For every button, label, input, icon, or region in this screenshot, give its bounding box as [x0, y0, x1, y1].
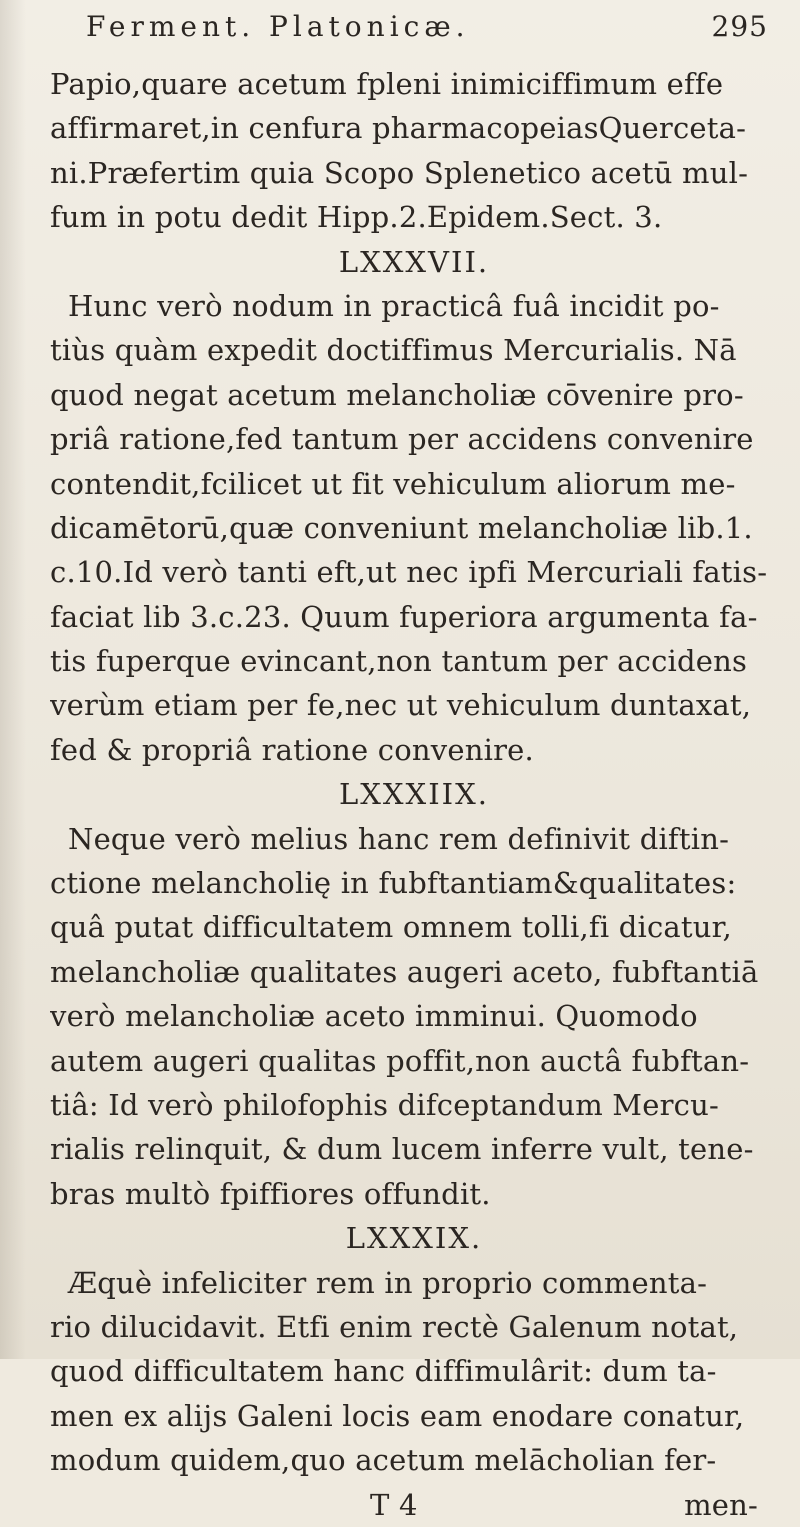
- text-line: verò melancholiæ aceto imminui. Quomodo: [50, 999, 698, 1034]
- text-line: contendit,fcilicet ut fit vehiculum aliorum me-: [50, 466, 736, 501]
- text-block: [50, 10, 778, 1527]
- text-line: verùm etiam per fe,nec ut vehiculum duntaxat,: [50, 688, 752, 723]
- text-line: Hunc verò nodum in practicâ fuâ incidit po-: [68, 288, 720, 323]
- text-line: rio dilucidavit. Etfi enim rectè Galenum notat,: [50, 1309, 739, 1344]
- running-head: [50, 10, 778, 62]
- text-line: Neque verò melius hanc rem definivit diftin-: [68, 821, 730, 856]
- text-line: tiâ: Id verò philofophis difceptandum Mercu-: [50, 1087, 719, 1122]
- text-line: Æquè infeliciter rem in proprio commenta-: [68, 1265, 708, 1300]
- page-gutter-shadow: [0, 0, 26, 1359]
- running-head-title: Ferment. Platonicæ.: [86, 10, 470, 43]
- text-line: tiùs quàm expedit doctiffimus Mercurialis. Nā: [50, 333, 737, 368]
- text-line: bras multò fpiffiores offundit.: [50, 1176, 491, 1211]
- text-line: Papio,quare acetum fpleni inimiciffimum effe: [50, 67, 724, 101]
- text-line: tis fuperque evincant,non tantum per accidens: [50, 644, 748, 679]
- text-line: priâ ratione,fed tantum per accidens convenire: [50, 422, 754, 457]
- section-heading: LXXXIX.: [345, 1221, 483, 1256]
- section-heading: LXXXIIX.: [339, 777, 489, 812]
- text-line: fum in potu dedit Hipp.2.Epidem.Sect. 3.: [50, 200, 663, 235]
- text-line: quâ putat difficultatem omnem tolli,fi dicatur,: [50, 910, 732, 945]
- text-line: dicamētorū,quæ conveniunt melancholiæ lib.1.: [50, 510, 753, 545]
- text-line: faciat lib 3.c.23. Quum fuperiora argumenta fa-: [50, 599, 758, 634]
- body-text: [50, 62, 778, 1483]
- text-line: ni.Præfertim quia Scopo Splenetico acetū mul-: [50, 155, 749, 190]
- text-line: men ex alijs Galeni locis eam enodare conatur,: [50, 1398, 745, 1433]
- catchword: men-: [684, 1487, 758, 1522]
- text-line: ctione melancholię in fubftantiam&qualitates:: [50, 866, 737, 901]
- section-heading: LXXXVII.: [338, 244, 490, 279]
- text-line: quod negat acetum melancholiæ cōvenire pro-: [50, 377, 744, 412]
- text-line: fed & propriâ ratione convenire.: [50, 732, 534, 767]
- text-line: autem augeri qualitas poffit,non auctâ fubftan-: [50, 1043, 750, 1078]
- footer-line: [50, 1483, 778, 1527]
- text-line: modum quidem,quo acetum melācholian fer-: [50, 1443, 717, 1478]
- text-line: melancholiæ qualitates augeri aceto, fubftantiā: [50, 954, 759, 989]
- text-line: c.10.Id verò tanti eft,ut nec ipfi Mercuriali fatis-: [50, 555, 768, 590]
- text-line: affirmaret,in cenfura pharmacopeiasQuerceta-: [50, 111, 747, 146]
- signature-mark: T 4: [370, 1487, 418, 1522]
- page-number: 295: [711, 10, 768, 43]
- text-line: quod difficultatem hanc diffimulârit: dum ta-: [50, 1354, 717, 1389]
- text-line: rialis relinquit, & dum lucem inferre vult, tene-: [50, 1132, 754, 1167]
